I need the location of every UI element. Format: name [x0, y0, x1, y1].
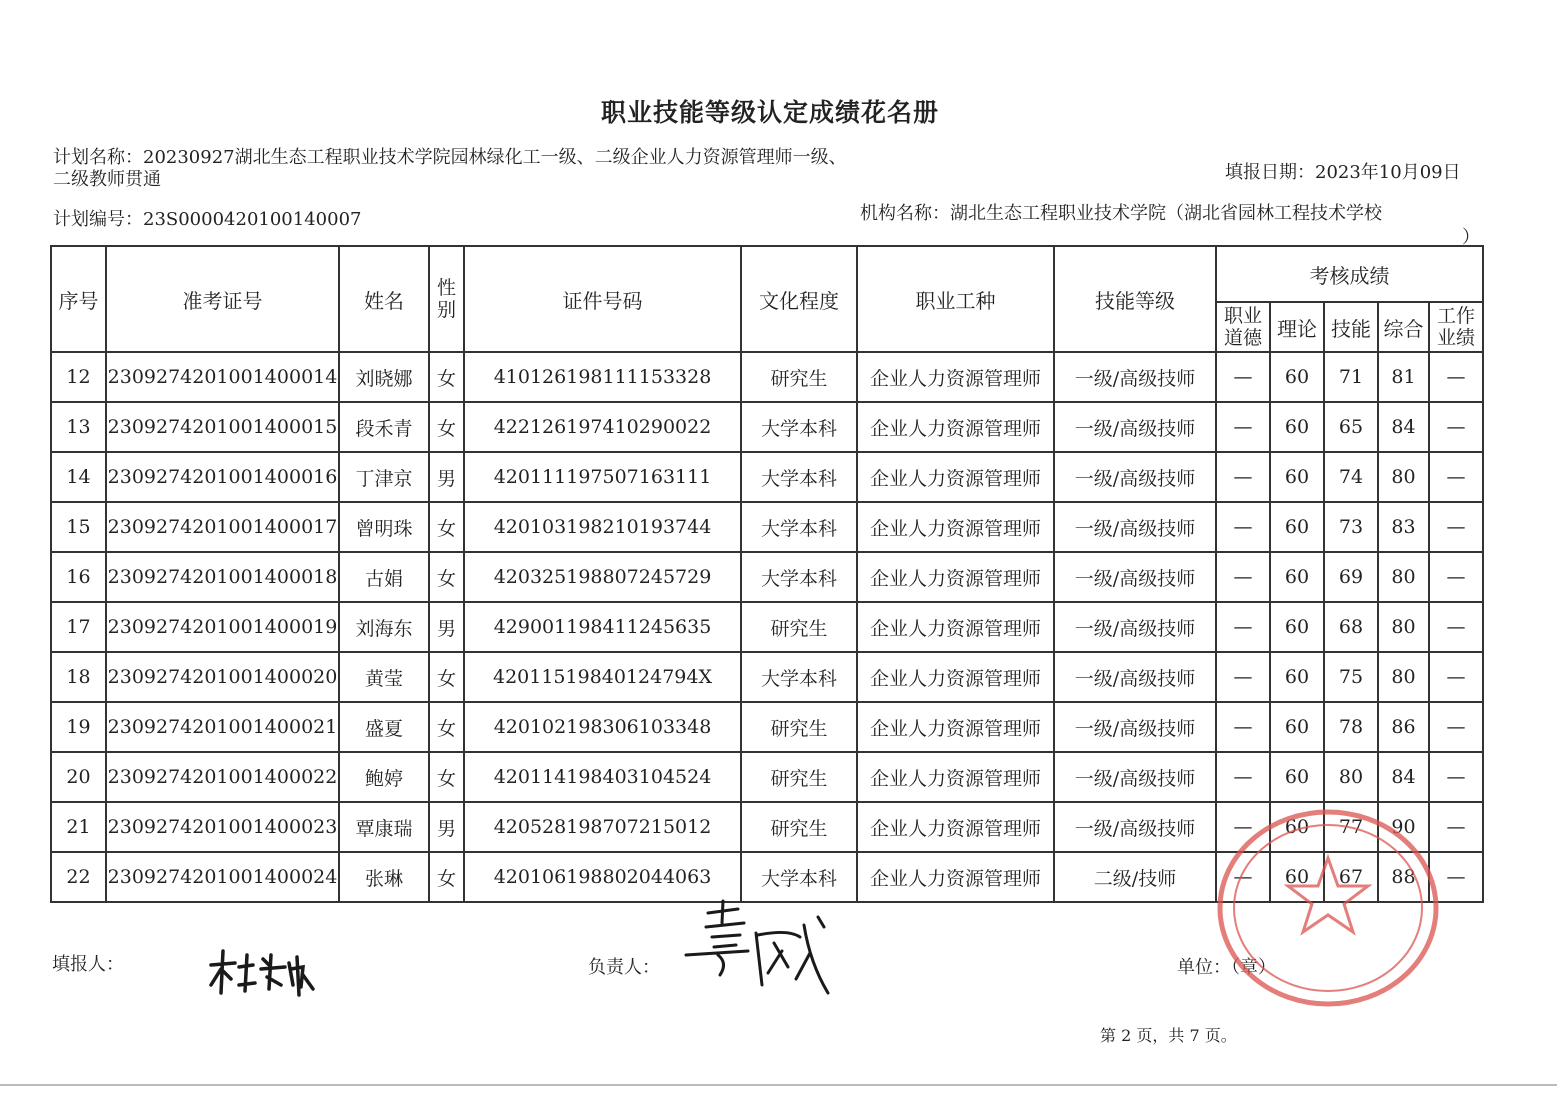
cell-name: 黄莹 [339, 652, 429, 702]
cell-level: 一级/高级技师 [1054, 402, 1216, 452]
cell-name: 刘晓娜 [339, 352, 429, 402]
page-number: 第 2 页，共 7 页。 [1100, 1026, 1237, 1045]
cell-ticket: 2309274201001400014 [106, 352, 339, 402]
leader-label: 负责人： [588, 957, 660, 978]
cell-overall: 86 [1378, 702, 1429, 752]
cell-occupation: 企业人力资源管理师 [857, 702, 1054, 752]
cell-seq: 14 [51, 452, 106, 502]
leader-signature [678, 893, 838, 1003]
cell-gender: 女 [429, 702, 464, 752]
cell-id-no: 420106198802044063 [464, 852, 741, 902]
cell-name: 张琳 [339, 852, 429, 902]
cell-level: 一级/高级技师 [1054, 502, 1216, 552]
cell-performance: — [1429, 352, 1483, 402]
cell-theory: 60 [1270, 552, 1324, 602]
cell-overall: 88 [1378, 852, 1429, 902]
cell-ethics: — [1216, 802, 1270, 852]
header-id-number: 证件号码 [464, 246, 741, 352]
header-overall: 综合 [1378, 302, 1429, 352]
header-skill-level: 技能等级 [1054, 246, 1216, 352]
cell-performance: — [1429, 702, 1483, 752]
cell-theory: 60 [1270, 502, 1324, 552]
cell-ticket: 2309274201001400019 [106, 602, 339, 652]
cell-name: 丁津京 [339, 452, 429, 502]
cell-ethics: — [1216, 752, 1270, 802]
cell-level: 一级/高级技师 [1054, 352, 1216, 402]
header-gender: 性别 [429, 246, 464, 352]
fill-date: 填报日期：2023年10月09日 [1225, 162, 1461, 183]
cell-performance: — [1429, 602, 1483, 652]
cell-gender: 男 [429, 802, 464, 852]
cell-ticket: 2309274201001400024 [106, 852, 339, 902]
cell-skill: 75 [1324, 652, 1378, 702]
cell-skill: 77 [1324, 802, 1378, 852]
cell-ethics: — [1216, 352, 1270, 402]
cell-name: 盛夏 [339, 702, 429, 752]
cell-id-no: 420103198210193744 [464, 502, 741, 552]
cell-theory: 60 [1270, 652, 1324, 702]
cell-occupation: 企业人力资源管理师 [857, 802, 1054, 852]
cell-education: 研究生 [741, 802, 857, 852]
cell-theory: 60 [1270, 452, 1324, 502]
plan-name: 计划名称：20230927湖北生态工程职业技术学院园林绿化工一级、二级企业人力资源管理师一级、二级教师贯通 [53, 147, 847, 190]
cell-education: 大学本科 [741, 402, 857, 452]
cell-ethics: — [1216, 852, 1270, 902]
cell-education: 大学本科 [741, 452, 857, 502]
cell-ethics: — [1216, 402, 1270, 452]
cell-overall: 80 [1378, 552, 1429, 602]
plan-number: 计划编号：23S0000420100140007 [53, 209, 362, 230]
cell-seq: 21 [51, 802, 106, 852]
organization-name: 机构名称：湖北生态工程职业技术学院（湖北省园林工程技术学校 [860, 203, 1382, 224]
cell-skill: 73 [1324, 502, 1378, 552]
cell-theory: 60 [1270, 352, 1324, 402]
cell-seq: 16 [51, 552, 106, 602]
cell-ethics: — [1216, 602, 1270, 652]
cell-occupation: 企业人力资源管理师 [857, 552, 1054, 602]
cell-occupation: 企业人力资源管理师 [857, 852, 1054, 902]
table-row [51, 602, 1483, 652]
header-ethics: 职业道德 [1216, 302, 1270, 352]
cell-level: 一级/高级技师 [1054, 802, 1216, 852]
table-row [51, 352, 1483, 402]
cell-gender: 男 [429, 602, 464, 652]
cell-level: 二级/技师 [1054, 852, 1216, 902]
header-ticket: 准考证号 [106, 246, 339, 352]
header-skill: 技能 [1324, 302, 1378, 352]
cell-skill: 78 [1324, 702, 1378, 752]
cell-ticket: 2309274201001400021 [106, 702, 339, 752]
cell-skill: 65 [1324, 402, 1378, 452]
cell-education: 大学本科 [741, 552, 857, 602]
header-scores: 考核成绩 [1216, 246, 1483, 302]
cell-gender: 女 [429, 652, 464, 702]
cell-performance: — [1429, 752, 1483, 802]
unit-label: 单位：（章） [1177, 957, 1276, 978]
cell-overall: 80 [1378, 652, 1429, 702]
cell-id-no: 420111197507163111 [464, 452, 741, 502]
official-seal [1210, 800, 1445, 1015]
cell-education: 研究生 [741, 602, 857, 652]
organization-name-closing: ） [1462, 227, 1480, 248]
cell-id-no: 420114198403104524 [464, 752, 741, 802]
table-row [51, 652, 1483, 702]
cell-ticket: 2309274201001400015 [106, 402, 339, 452]
cell-skill: 74 [1324, 452, 1378, 502]
cell-occupation: 企业人力资源管理师 [857, 602, 1054, 652]
cell-seq: 13 [51, 402, 106, 452]
cell-overall: 80 [1378, 452, 1429, 502]
cell-performance: — [1429, 452, 1483, 502]
cell-ethics: — [1216, 702, 1270, 752]
cell-performance: — [1429, 552, 1483, 602]
cell-performance: — [1429, 802, 1483, 852]
cell-education: 研究生 [741, 702, 857, 752]
cell-id-no: 42011519840124794X [464, 652, 741, 702]
cell-name: 曾明珠 [339, 502, 429, 552]
cell-ticket: 2309274201001400018 [106, 552, 339, 602]
cell-overall: 84 [1378, 752, 1429, 802]
cell-skill: 80 [1324, 752, 1378, 802]
cell-id-no: 422126197410290022 [464, 402, 741, 452]
filler-label: 填报人： [52, 954, 124, 975]
cell-id-no: 420528198707215012 [464, 802, 741, 852]
header-seq: 序号 [51, 246, 106, 352]
cell-level: 一级/高级技师 [1054, 702, 1216, 752]
cell-name: 鲍婷 [339, 752, 429, 802]
cell-ticket: 2309274201001400023 [106, 802, 339, 852]
cell-seq: 15 [51, 502, 106, 552]
cell-name: 覃康瑞 [339, 802, 429, 852]
cell-education: 大学本科 [741, 852, 857, 902]
cell-overall: 83 [1378, 502, 1429, 552]
cell-level: 一级/高级技师 [1054, 752, 1216, 802]
cell-occupation: 企业人力资源管理师 [857, 452, 1054, 502]
cell-gender: 女 [429, 402, 464, 452]
cell-education: 大学本科 [741, 502, 857, 552]
cell-ethics: — [1216, 652, 1270, 702]
cell-theory: 60 [1270, 852, 1324, 902]
cell-education: 研究生 [741, 352, 857, 402]
cell-seq: 12 [51, 352, 106, 402]
cell-occupation: 企业人力资源管理师 [857, 502, 1054, 552]
cell-performance: — [1429, 652, 1483, 702]
cell-id-no: 410126198111153328 [464, 352, 741, 402]
cell-id-no: 420325198807245729 [464, 552, 741, 602]
cell-skill: 68 [1324, 602, 1378, 652]
filler-signature [205, 945, 320, 1000]
header-occupation: 职业工种 [857, 246, 1054, 352]
table-row [51, 752, 1483, 802]
cell-ethics: — [1216, 502, 1270, 552]
cell-gender: 女 [429, 352, 464, 402]
cell-ticket: 2309274201001400022 [106, 752, 339, 802]
cell-ticket: 2309274201001400016 [106, 452, 339, 502]
cell-name: 刘海东 [339, 602, 429, 652]
cell-ethics: — [1216, 552, 1270, 602]
table-row [51, 702, 1483, 752]
cell-ethics: — [1216, 452, 1270, 502]
cell-overall: 84 [1378, 402, 1429, 452]
cell-skill: 69 [1324, 552, 1378, 602]
cell-name: 段禾青 [339, 402, 429, 452]
cell-seq: 22 [51, 852, 106, 902]
cell-theory: 60 [1270, 402, 1324, 452]
table-row [51, 402, 1483, 452]
header-name: 姓名 [339, 246, 429, 352]
cell-performance: — [1429, 502, 1483, 552]
cell-seq: 19 [51, 702, 106, 752]
cell-id-no: 429001198411245635 [464, 602, 741, 652]
cell-gender: 女 [429, 852, 464, 902]
header-education: 文化程度 [741, 246, 857, 352]
cell-occupation: 企业人力资源管理师 [857, 402, 1054, 452]
cell-theory: 60 [1270, 702, 1324, 752]
cell-ticket: 2309274201001400017 [106, 502, 339, 552]
cell-overall: 90 [1378, 802, 1429, 852]
cell-level: 一级/高级技师 [1054, 452, 1216, 502]
table-row [51, 452, 1483, 502]
header-performance: 工作业绩 [1429, 302, 1483, 352]
cell-overall: 81 [1378, 352, 1429, 402]
cell-performance: — [1429, 402, 1483, 452]
cell-education: 研究生 [741, 752, 857, 802]
cell-overall: 80 [1378, 602, 1429, 652]
cell-level: 一级/高级技师 [1054, 552, 1216, 602]
cell-gender: 女 [429, 552, 464, 602]
document-title: 职业技能等级认定成绩花名册 [600, 98, 939, 127]
cell-performance: — [1429, 852, 1483, 902]
cell-skill: 67 [1324, 852, 1378, 902]
cell-level: 一级/高级技师 [1054, 602, 1216, 652]
cell-skill: 71 [1324, 352, 1378, 402]
cell-education: 大学本科 [741, 652, 857, 702]
cell-occupation: 企业人力资源管理师 [857, 752, 1054, 802]
cell-theory: 60 [1270, 752, 1324, 802]
cell-gender: 女 [429, 502, 464, 552]
cell-seq: 18 [51, 652, 106, 702]
cell-occupation: 企业人力资源管理师 [857, 652, 1054, 702]
page-bottom-rule [0, 1084, 1557, 1086]
cell-id-no: 420102198306103348 [464, 702, 741, 752]
table-row [51, 552, 1483, 602]
cell-theory: 60 [1270, 602, 1324, 652]
cell-gender: 女 [429, 752, 464, 802]
cell-ticket: 2309274201001400020 [106, 652, 339, 702]
cell-theory: 60 [1270, 802, 1324, 852]
cell-occupation: 企业人力资源管理师 [857, 352, 1054, 402]
cell-name: 古娟 [339, 552, 429, 602]
cell-level: 一级/高级技师 [1054, 652, 1216, 702]
cell-seq: 20 [51, 752, 106, 802]
cell-seq: 17 [51, 602, 106, 652]
table-row [51, 502, 1483, 552]
cell-gender: 男 [429, 452, 464, 502]
header-theory: 理论 [1270, 302, 1324, 352]
